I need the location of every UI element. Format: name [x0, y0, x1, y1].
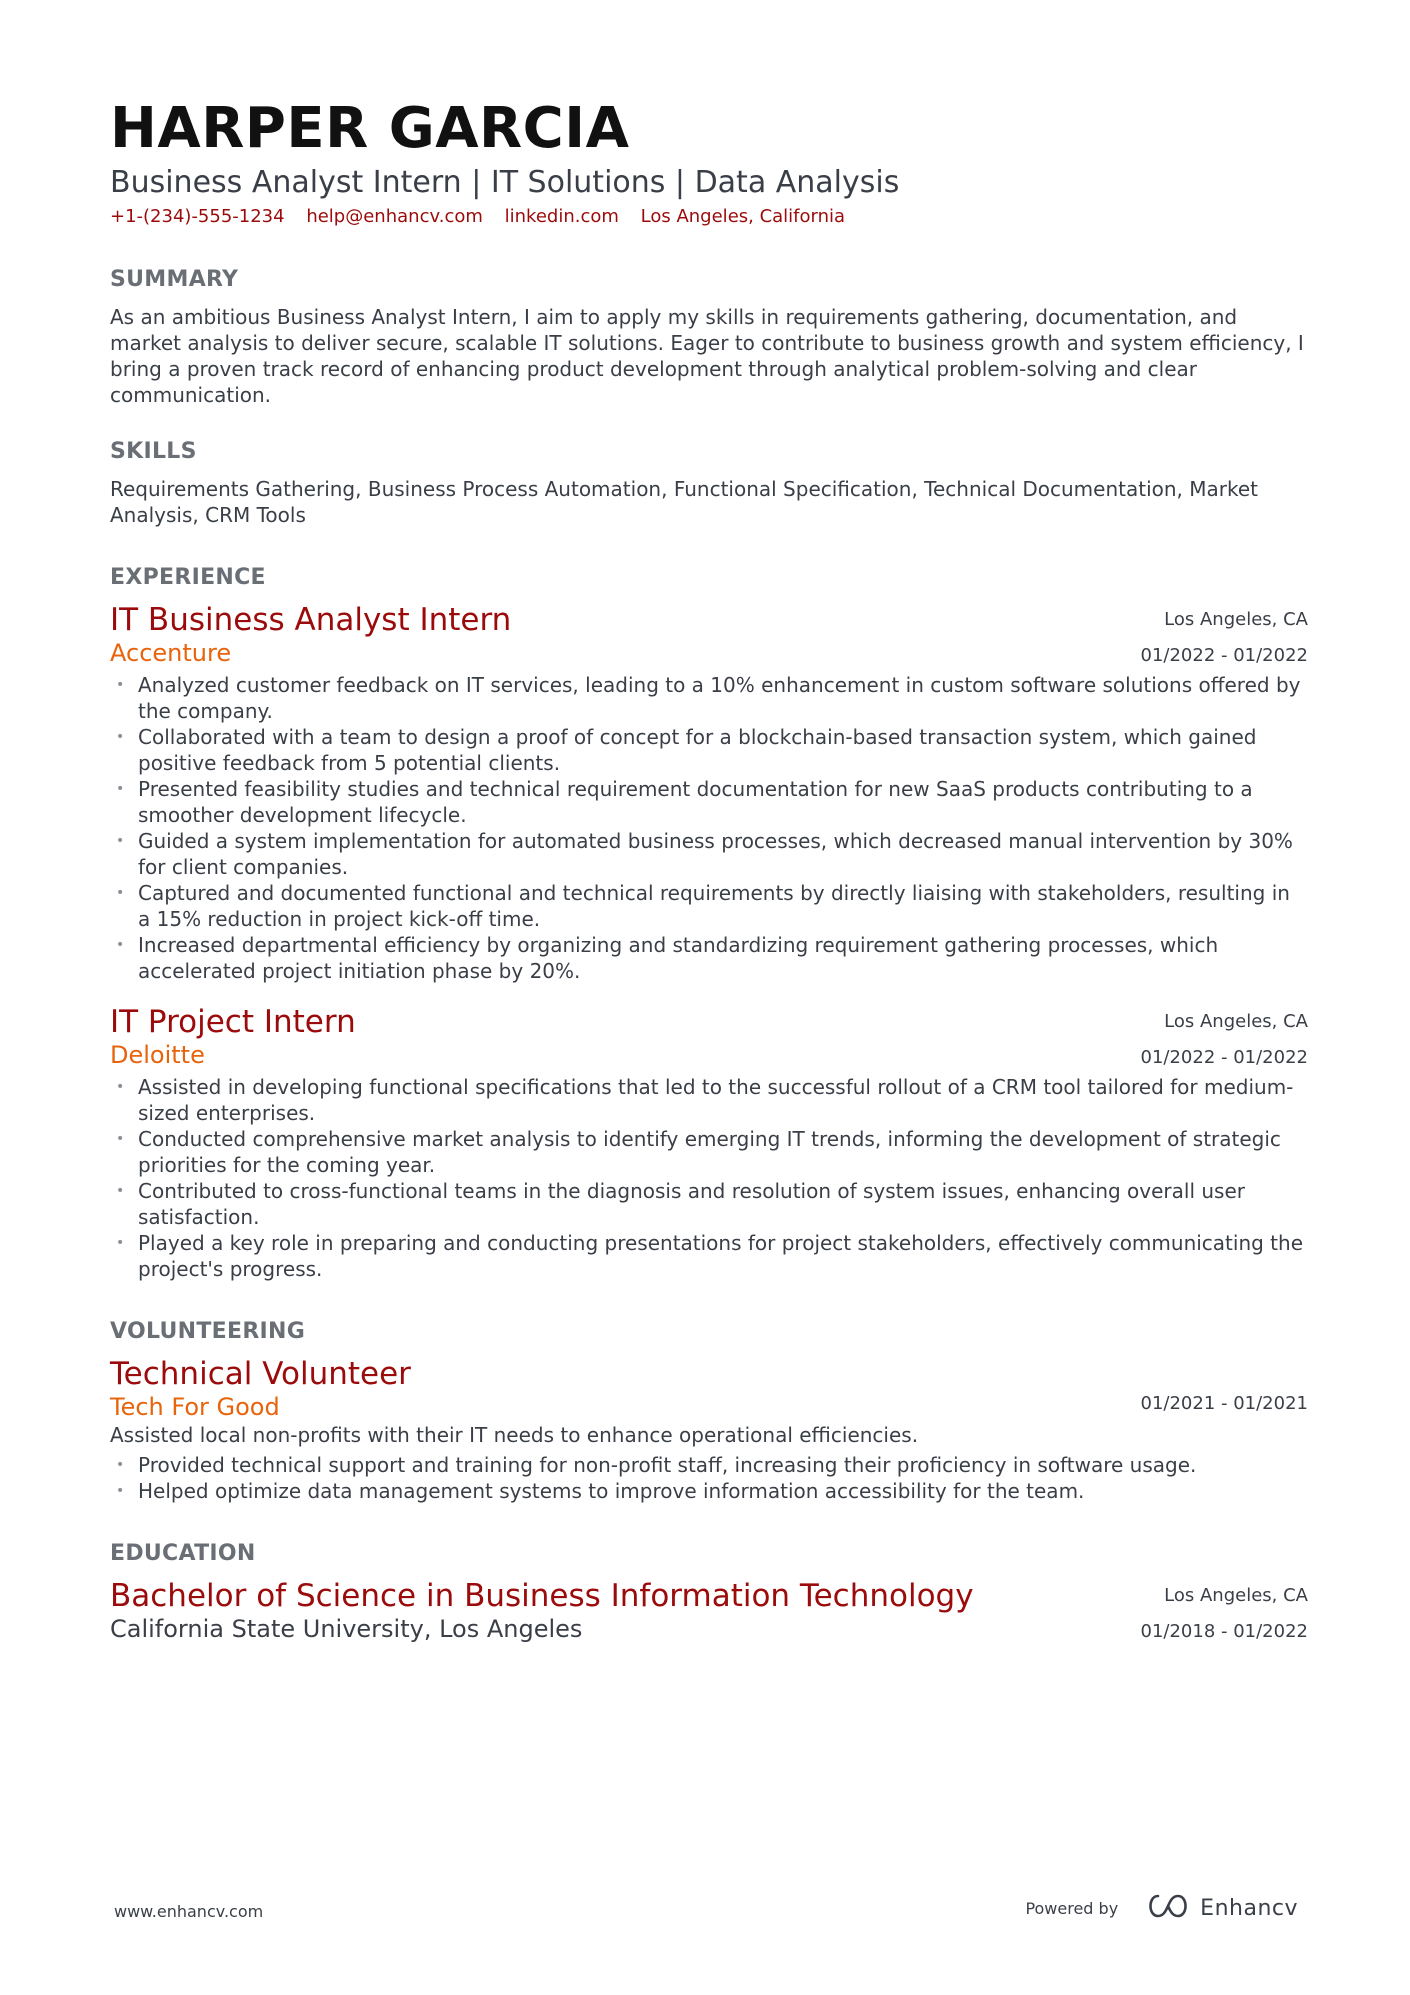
experience-heading: EXPERIENCE — [110, 565, 266, 590]
education-heading: EDUCATION — [110, 1541, 256, 1566]
experience-entry — [110, 602, 1308, 984]
company-name: Deloitte — [110, 1041, 205, 1069]
resume-page — [110, 96, 1308, 1644]
volunteer-role: Technical Volunteer — [110, 1356, 411, 1392]
list-item: • Contributed to cross-functional teams in the diagnosis and resolution of system issues, enhancing overall user satisfaction. — [110, 1178, 1308, 1230]
powered-by — [1025, 1892, 1298, 1924]
education-entry — [110, 1578, 1308, 1644]
degree-title: Bachelor of Science in Business Information Technology — [110, 1578, 974, 1614]
list-item: • Collaborated with a team to design a proof of concept for a blockchain-based transaction system, which gained positive feedback from 5 potential clients. — [110, 724, 1308, 776]
headline: Business Analyst Intern | IT Solutions | Data Analysis — [110, 165, 900, 200]
volunteering-entry — [110, 1356, 1308, 1504]
job-dates: 01/2022 - 01/2022 — [1140, 1047, 1308, 1068]
footer-url-link[interactable]: www.enhancv.com — [114, 1902, 264, 1921]
job-location: Los Angeles, CA — [1164, 1011, 1308, 1032]
company-name: Accenture — [110, 639, 232, 667]
location-text: Los Angeles, California — [640, 206, 846, 227]
summary-text: As an ambitious Business Analyst Intern, I aim to apply my skills in requirements gathering, documentation, and market analysis to deliver secure, scalable IT solutions. Eager to contribute to business growth and system efficiency, I bring a proven track record of enhancing product development through analytical problem-solving and clear communication. — [110, 305, 1304, 407]
list-item: • Captured and documented functional and technical requirements by directly liaising with stakeholders, resulting in a 15% reduction in project kick-off time. — [110, 880, 1308, 932]
list-item: • Assisted in developing functional specifications that led to the successful rollout of a CRM tool tailored for medium-sized enterprises. — [110, 1074, 1308, 1126]
list-item: • Presented feasibility studies and technical requirement documentation for new SaaS products contributing to a smoother development lifecycle. — [110, 776, 1308, 828]
skills-heading: SKILLS — [110, 439, 197, 464]
list-item: • Helped optimize data management systems to improve information accessibility for the team. — [110, 1478, 1308, 1504]
achievement-list — [110, 1074, 1308, 1282]
job-dates: 01/2022 - 01/2022 — [1140, 645, 1308, 666]
school-location: Los Angeles, CA — [1164, 1585, 1308, 1606]
education-dates: 01/2018 - 01/2022 — [1140, 1621, 1308, 1642]
skills-text: Requirements Gathering, Business Process Automation, Functional Specification, Technical Documentation, Market Analysis, CRM Tools — [110, 477, 1259, 527]
list-item: • Increased departmental efficiency by organizing and standardizing requirement gathering processes, which accelerated project initiation phase by 20%. — [110, 932, 1308, 984]
email-link[interactable]: help@enhancv.com — [306, 206, 483, 227]
summary-heading: SUMMARY — [110, 267, 239, 292]
volunteer-list — [110, 1452, 1308, 1504]
job-location: Los Angeles, CA — [1164, 609, 1308, 630]
list-item: • Guided a system implementation for automated business processes, which decreased manual intervention by 30% for client companies. — [110, 828, 1308, 880]
contact-line — [110, 204, 1308, 230]
enhancv-logo-icon — [1144, 1892, 1192, 1924]
powered-by-label: Powered by — [1025, 1898, 1119, 1918]
volunteer-org: Tech For Good — [110, 1393, 280, 1421]
linkedin-link[interactable]: linkedin.com — [504, 206, 619, 227]
footer — [114, 1892, 1298, 1932]
job-title: IT Business Analyst Intern — [110, 602, 512, 638]
experience-entry — [110, 1004, 1308, 1282]
brand-name: Enhancv — [1200, 1895, 1298, 1921]
phone-link[interactable]: +1-(234)-555-1234 — [110, 206, 285, 227]
volunteer-dates: 01/2021 - 01/2021 — [1140, 1393, 1308, 1414]
school-name: California State University, Los Angeles — [110, 1615, 583, 1643]
candidate-name: HARPER GARCIA — [110, 96, 630, 161]
list-item: • Played a key role in preparing and conducting presentations for project stakeholders, effectively communicating the project's progress. — [110, 1230, 1308, 1282]
list-item: • Analyzed customer feedback on IT services, leading to a 10% enhancement in custom software solutions offered by the company. — [110, 672, 1308, 724]
achievement-list — [110, 672, 1308, 984]
list-item: • Conducted comprehensive market analysis to identify emerging IT trends, informing the development of strategic priorities for the coming year. — [110, 1126, 1308, 1178]
volunteering-heading: VOLUNTEERING — [110, 1319, 306, 1344]
volunteer-description: Assisted local non-profits with their IT needs to enhance operational efficiencies. — [110, 1423, 919, 1447]
list-item: • Provided technical support and training for non-profit staff, increasing their proficiency in software usage. — [110, 1452, 1308, 1478]
job-title: IT Project Intern — [110, 1004, 356, 1040]
